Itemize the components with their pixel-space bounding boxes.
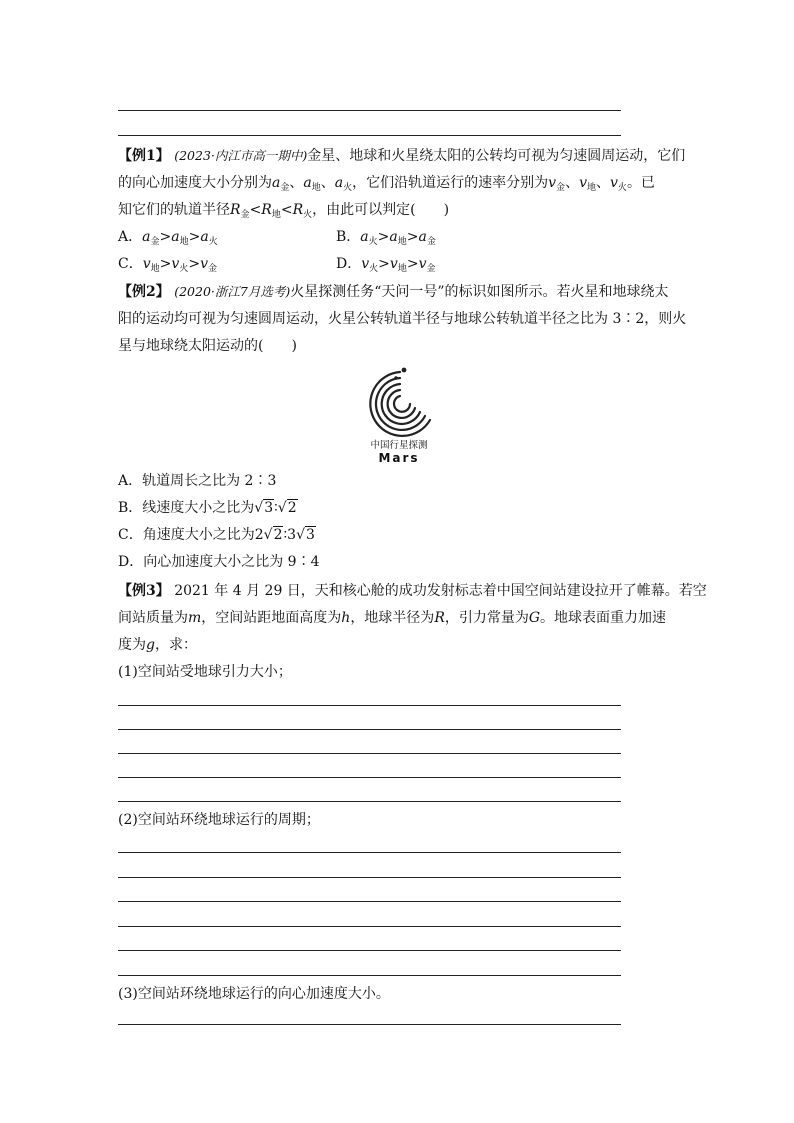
ex2-option-a[interactable]: A．轨道周长之比为 2∶3 [118, 473, 277, 489]
ex3-line-1 [118, 582, 707, 600]
ex1-tag: 【例1】 [118, 148, 170, 164]
answer-line[interactable] [118, 877, 621, 878]
answer-line[interactable] [118, 705, 621, 706]
answer-line[interactable] [118, 753, 621, 754]
ex2-option-c[interactable]: C．角速度大小之比为2√2∶3√3 [118, 527, 315, 543]
ex2-line-1 [118, 283, 669, 301]
sqrt-2: √2 [263, 527, 283, 543]
sqrt-3: √3 [296, 527, 315, 543]
answer-line[interactable] [118, 926, 621, 927]
ex3-tag: 【例3】 [118, 583, 170, 599]
answer-line[interactable] [118, 852, 621, 853]
sqrt-2: √2 [277, 500, 297, 516]
answer-line[interactable] [118, 950, 621, 951]
ex1-option-b[interactable]: B．$a_火>a_地>a_金$ [336, 229, 436, 247]
ex1-stem-1: 金星、地球和火星绕太阳的公转均可视为匀速圆周运动，它们 [307, 148, 686, 164]
answer-line [118, 135, 621, 136]
ex3-line-2: 间站质量为m，空间站距地面高度为h，地球半径为R，引力常量为G。地球表面重力加速 [118, 610, 667, 626]
ex1-source: (2023·内江市高一期中) [174, 148, 308, 163]
ex2-option-b[interactable]: B．线速度大小之比为√3∶√2 [118, 500, 297, 516]
ex3-question-2: (2)空间站环绕地球运行的周期； [118, 812, 320, 828]
ex1-option-c[interactable]: C．$v_地>v_火>v_金$ [118, 256, 217, 274]
ex3-question-1: (1)空间站受地球引力大小； [118, 664, 292, 680]
answer-line [118, 110, 621, 111]
sqrt-3: √3 [254, 500, 274, 516]
answer-line[interactable] [118, 901, 621, 902]
ex3-question-3: (3)空间站环绕地球运行的向心加速度大小。 [118, 986, 390, 1002]
answer-line[interactable] [118, 777, 621, 778]
ex2-line-3: 星与地球绕太阳运动的( ) [118, 338, 297, 354]
logo-text-en: Mars [378, 451, 420, 464]
ex1-option-a[interactable]: A．$a_金>a_地>a_火$ [118, 229, 218, 247]
ex1-line-1 [118, 147, 685, 165]
ex1-line-2: 的向心加速度大小分别为$a_金$、$a_地$、$a_火$，它们沿轨道运行的速率分别为$v_金$、$v_地$、$v_火$。已 [118, 175, 655, 193]
ex3-stem-1: 2021 年 4 月 29 日，天和核心舱的成功发射标志着中国空间站建设拉开了帷幕。若空 [169, 583, 707, 599]
ex1-option-d[interactable]: D．$v_火>v_地>v_金$ [336, 256, 436, 274]
mars-logo-icon [360, 364, 438, 464]
ex1-line-3: 知它们的轨道半径$R_金<R_地<R_火$，由此可以判定( ) [118, 202, 450, 220]
answer-line[interactable] [118, 1024, 621, 1025]
answer-line[interactable] [118, 801, 621, 802]
ex2-option-d[interactable]: D．向心加速度大小之比为 9∶4 [118, 554, 320, 570]
ex2-line-2: 阳的运动均可视为匀速圆周运动，火星公转轨道半径与地球公转轨道半径之比为 3∶2，则火 [118, 311, 687, 327]
ex2-tag: 【例2】 [118, 284, 170, 300]
ex3-line-3: 度为g，求： [118, 637, 197, 653]
ex2-stem-1: 火星探测任务“天问一号”的标识如图所示。若火星和地球绕太 [290, 284, 669, 300]
logo-text-cn: 中国行星探测 [370, 440, 428, 451]
answer-line[interactable] [118, 729, 621, 730]
ex2-source: (2020·浙江7月选考) [174, 284, 291, 299]
answer-line[interactable] [118, 975, 621, 976]
tianwen-mars-logo [360, 364, 438, 464]
